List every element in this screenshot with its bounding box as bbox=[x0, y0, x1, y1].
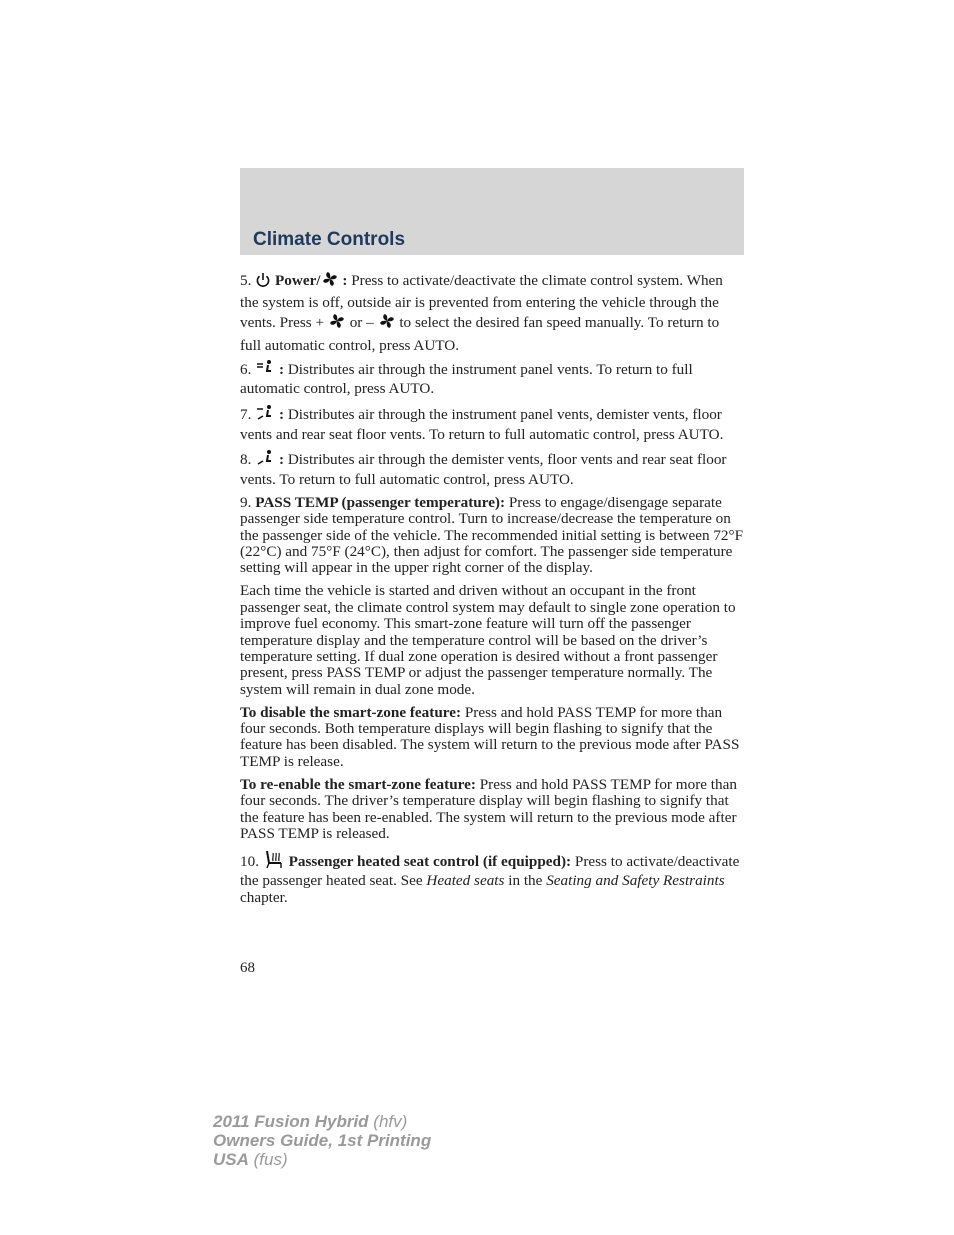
reenable-paragraph: To re-enable the smart-zone feature: Press and hold PASS TEMP for more than four seconds. The driver’s temperature display will begin flashing to signify that the feature has been re-enabled. The system will return to the previous mode after PASS TEMP is released. bbox=[240, 775, 737, 842]
fan-icon bbox=[378, 312, 396, 335]
footer-line-2: Owners Guide, 1st Printing bbox=[213, 1131, 432, 1150]
panel-floor-vent-icon bbox=[255, 404, 275, 426]
item-5: 5. Power/ : Press to activate/deactivate the climate control system. When the system is off, outside air is prevented from entering the vehicle through the vents. Press + or – to select the desired fan speed manually. To return to full automatic control, press AUTO. bbox=[240, 272, 723, 354]
footer-line-1: 2011 Fusion Hybrid (hfv) bbox=[213, 1112, 408, 1131]
item-10: 10. Passenger heated seat control (if equipped): Press to activate/deactivate the passenger heated seat. See Heated seats in the Seating and Safety Restraints chapter. bbox=[240, 849, 744, 906]
footer bbox=[213, 1112, 431, 1169]
fan-icon bbox=[328, 312, 346, 335]
item-6: 6. : Distributes air through the instrument panel vents. To return to full automatic control, press AUTO. bbox=[240, 360, 693, 398]
item-9: 9. PASS TEMP (passenger temperature): Press to engage/disengage separate passenger side temperature control. Turn to increase/decrease the temperature on the passenger side of the vehicle. The recommended initial setting is between 72°F (22°C) and 75°F (24°C), then adjust for comfort. The passenger side temperature setting will appear in the upper right corner of the display. bbox=[240, 493, 744, 577]
content-body bbox=[240, 270, 744, 913]
item-7: 7. : Distributes air through the instrument panel vents, demister vents, floor vents and rear seat floor vents. To return to full automatic control, press AUTO. bbox=[240, 406, 724, 443]
heated-seat-icon bbox=[263, 849, 285, 873]
smart-zone-paragraph: Each time the vehicle is started and driven without an occupant in the front passenger seat, the climate control system may default to single zone operation to improve fuel economy. This smart-zone feature will turn off the passenger temperature display and the temperature control will be based on the driver’s temperature setting. If dual zone operation is desired without a front passenger present, press PASS TEMP or adjust the passenger temperature normally. The system will remain in dual zone mode. bbox=[240, 582, 736, 698]
power-icon bbox=[255, 272, 271, 293]
page-title: Climate Controls bbox=[253, 229, 406, 250]
footer-line-3: USA (fus) bbox=[213, 1150, 288, 1169]
fan-icon bbox=[321, 270, 339, 293]
disable-paragraph: To disable the smart-zone feature: Press and hold PASS TEMP for more than four seconds. Both temperature displays will begin flashing to signify that the feature has been disabled. The system will return to the previous mode after PASS TEMP is release. bbox=[240, 703, 740, 770]
header-band bbox=[240, 168, 744, 255]
panel-vent-icon bbox=[255, 359, 275, 381]
item-8: 8. : Distributes air through the demister vents, floor vents and rear seat floor vents. To return to full automatic control, press AUTO. bbox=[240, 451, 727, 488]
floor-defrost-vent-icon bbox=[255, 449, 275, 471]
page-number: 68 bbox=[240, 960, 255, 976]
